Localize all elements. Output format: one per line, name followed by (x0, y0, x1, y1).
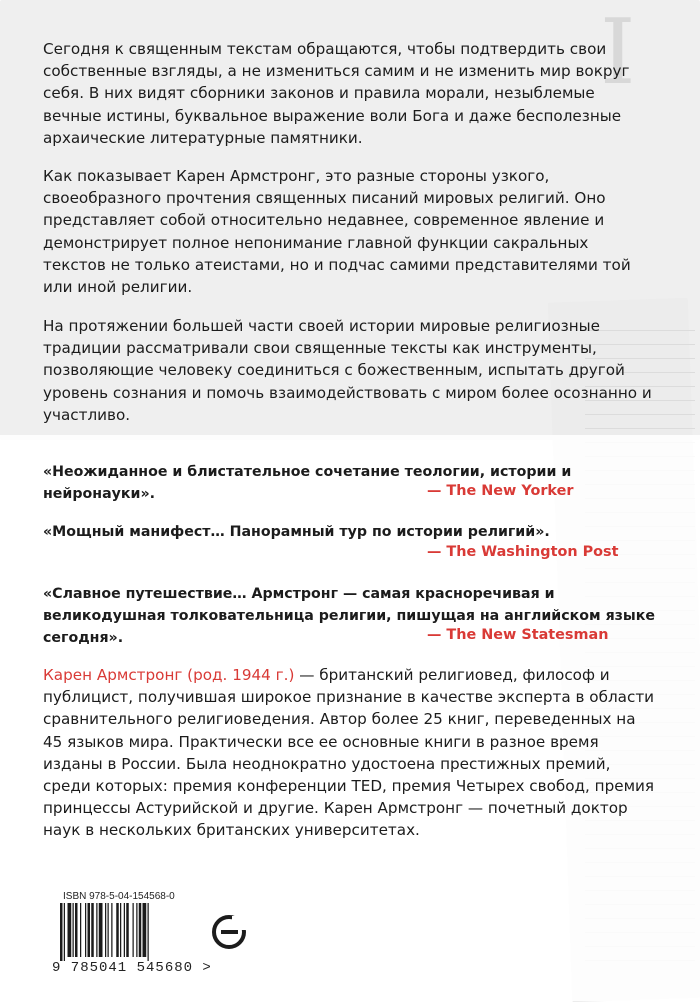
author-bio-text: — британский религиовед, философ и публицист, получившая широкое признание в качестве эксперта в области сравнительного религиоведения. Автор более 25 книг, переведенных на 45 языков мира. Практически все ее основные книги в разное время изданы в России. Была неоднократно удостоена престижных премий, среди которых: премия конференции TED, премия Четырех свобод, премия принцессы Астурийской и другие. Карен Армстронг — почетный доктор наук в нескольких британских университетах. (43, 666, 655, 840)
intro-paragraph-3 (43, 315, 653, 426)
eksmo-logo-icon (212, 915, 246, 949)
barcode-icon (60, 903, 180, 961)
review-quote-3: «Славное путешествие… Армстронг — самая красноречивая и великодушная толковательница религии, пишущая на английском языке сегодня». (43, 586, 656, 646)
intro-paragraph-2-text: Как показывает Карен Армстронг, это разные стороны узкого, своеобразного прочтения священных писаний мировых религий. Оно представляет собой относительно недавнее, современное явление и демонстрирует полное непонимание главной функции сакральных текстов не только атеистами, но и подчас самими представителями той или иной религии. (43, 167, 631, 297)
barcode-bar (88, 903, 91, 957)
barcode-bar (116, 903, 119, 957)
barcode-bar (120, 903, 121, 957)
barcode-bar (108, 903, 109, 957)
barcode-bar (148, 903, 149, 961)
barcode-bar (91, 903, 94, 957)
review-quote-1: «Неожиданное и блистательное сочетание теологии, истории и нейронауки». (43, 464, 572, 502)
barcode-bar (73, 903, 74, 957)
barcode-bar (126, 903, 129, 957)
review-source-1: — The New Yorker (427, 483, 574, 499)
barcode-bar (60, 903, 63, 961)
intro-paragraph-1 (43, 38, 653, 149)
barcode-number: 9 785041 545680 > (52, 960, 212, 976)
isbn-label: ISBN 978-5-04-154568-0 (63, 891, 175, 902)
barcode-bar (124, 903, 125, 957)
review-source-2: — The Washington Post (427, 544, 619, 560)
review-source-3: — The New Statesman (427, 627, 609, 643)
barcode-bar (105, 903, 106, 957)
barcode-bar (75, 903, 78, 957)
barcode-bar (68, 903, 72, 957)
barcode-bar (96, 903, 97, 957)
barcode-bar (133, 903, 134, 957)
barcode-bar (64, 903, 65, 961)
barcode-bar (139, 903, 142, 957)
barcode-bar (85, 903, 86, 957)
intro-paragraph-2 (43, 165, 653, 298)
intro-paragraph-3-text: На протяжении большей части своей истории мировые религиозные традиции рассматривали свои священные тексты как инструменты, позволяющие человеку соединиться с божественным, испытать другой уровень сознания и помочь взаимодействовать с миром более осознанно и участливо. (43, 317, 652, 424)
barcode-bar (80, 903, 81, 957)
intro-paragraph-1-text: Сегодня к священным текстам обращаются, чтобы подтвердить свои собственные взгляды, а не измениться самим и не изменить мир вокруг себя. В них видят сборники законов и правила морали, незыблемые вечные истины, буквальное выражение воли Бога и даже бесполезные архаические литературные памятники. (43, 40, 630, 147)
author-name: Карен Армстронг (род. 1944 г.) (43, 666, 295, 684)
review-quote-2: «Мощный манифест… Панорамный тур по истории религий». (43, 524, 550, 540)
barcode-bar (99, 903, 103, 957)
barcode-bar (143, 903, 147, 957)
background-initial-letter-decoration: I (600, 0, 636, 105)
barcode-bar (136, 903, 137, 957)
author-bio (43, 664, 658, 842)
barcode-bar (111, 903, 112, 957)
